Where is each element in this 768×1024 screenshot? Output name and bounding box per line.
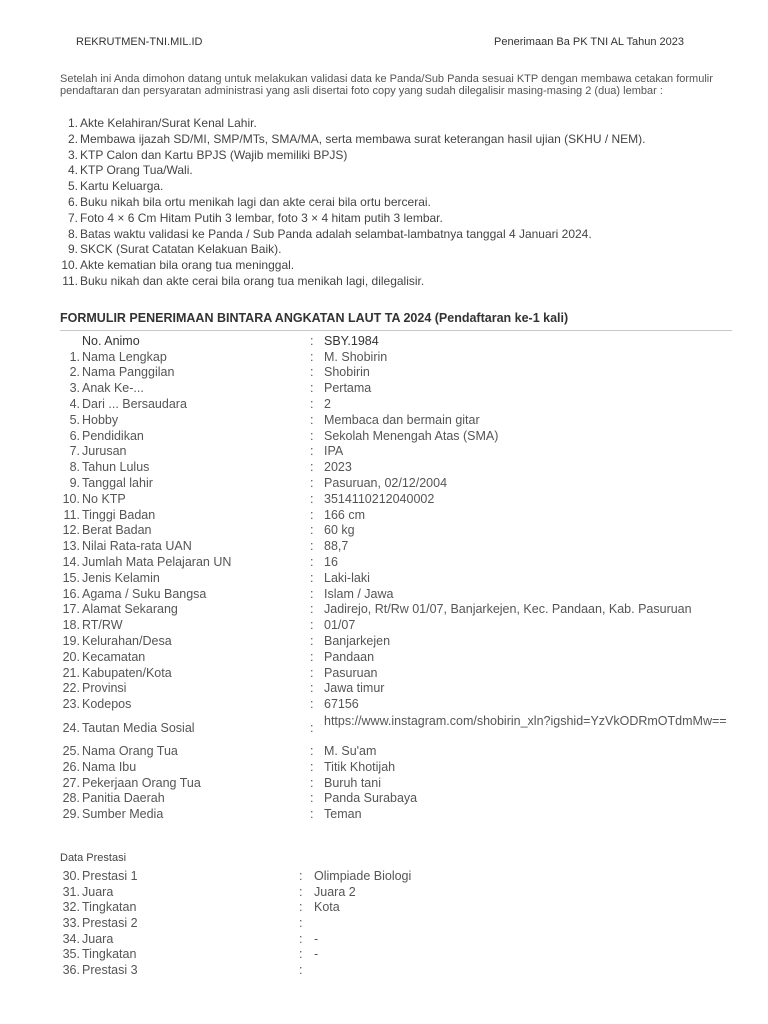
form-row-label: Tautan Media Sosial [82, 720, 195, 735]
form-fields [60, 334, 740, 823]
form-row [60, 444, 740, 460]
list-item [60, 195, 740, 211]
form-row-value: Banjarkejen [324, 633, 391, 648]
form-row-number: 28. [62, 791, 80, 806]
form-row-number: 5. [69, 412, 80, 427]
field-colon: : [310, 349, 314, 364]
form-row-number: 29. [62, 807, 80, 822]
form-row-value: M. Shobirin [324, 349, 388, 364]
prestasi-row-number: 33. [62, 916, 80, 931]
form-row-label: Nama Ibu [82, 759, 137, 774]
field-colon: : [310, 633, 314, 648]
list-item-text: Akte kematian bila orang tua meninggal. [80, 258, 295, 273]
form-row-value: 60 kg [324, 523, 355, 538]
prestasi-row-number: 31. [62, 884, 80, 899]
form-row-label: Jurusan [82, 444, 127, 459]
form-row-number: 15. [62, 570, 80, 585]
form-row-label: Agama / Suku Bangsa [82, 586, 207, 601]
prestasi-row-label: Prestasi 2 [82, 916, 138, 931]
field-colon: : [299, 947, 303, 962]
form-row-value: Jawa timur [324, 681, 385, 696]
form-row-label: Tahun Lulus [82, 460, 150, 475]
form-row-value: Islam / Jawa [324, 586, 394, 601]
form-row [60, 492, 740, 508]
form-row-number: 19. [62, 633, 80, 648]
form-row-number: 4. [69, 396, 80, 411]
form-row-label: Sumber Media [82, 807, 164, 822]
animo-row [60, 334, 740, 350]
field-colon: : [310, 743, 314, 758]
form-row-label: Anak Ke-... [82, 381, 144, 396]
form-row-label: Kodepos [82, 697, 132, 712]
prestasi-row [60, 963, 740, 979]
form-row-number: 6. [69, 428, 80, 443]
field-colon: : [310, 475, 314, 490]
list-item-number: 10. [61, 258, 78, 273]
field-colon: : [299, 869, 303, 883]
form-row [60, 666, 740, 682]
list-item-number: 11. [62, 273, 78, 288]
list-item [60, 242, 740, 258]
field-colon: : [310, 460, 314, 475]
prestasi-row-label: Tingkatan [82, 947, 137, 962]
form-row [60, 365, 740, 381]
form-row [60, 571, 740, 587]
form-row [60, 539, 740, 555]
field-colon: : [310, 554, 314, 569]
form-row-value: Buruh tani [324, 775, 381, 790]
form-row-label: No KTP [82, 491, 126, 506]
form-row-value: Pasuruan [324, 665, 378, 680]
form-row [60, 350, 740, 366]
field-colon: : [299, 916, 303, 931]
prestasi-row-value: - [314, 931, 319, 946]
form-row-number: 1. [69, 349, 80, 364]
document-heading: Penerimaan Ba PK TNI AL Tahun 2023 [494, 36, 684, 48]
requirements-list [60, 116, 740, 290]
form-row [60, 744, 740, 760]
form-row-value: Teman [324, 807, 362, 822]
form-row-value: 88,7 [324, 539, 349, 554]
form-row-number: 10. [62, 491, 80, 506]
prestasi-row-value: Juara 2 [314, 884, 356, 899]
field-colon: : [299, 963, 303, 978]
form-row-label: Jumlah Mata Pelajaran UN [82, 554, 232, 569]
form-row-number: 17. [62, 602, 80, 617]
list-item [60, 211, 740, 227]
form-row-number: 27. [62, 775, 80, 790]
form-row [60, 791, 740, 807]
form-row-value: 2 [324, 396, 331, 411]
form-row-value: Membaca dan bermain gitar [324, 412, 480, 427]
form-row [60, 555, 740, 571]
list-item-number: 6. [67, 194, 78, 209]
list-item [60, 274, 740, 290]
prestasi-row-label: Juara [82, 931, 114, 946]
form-row-value: Sekolah Menengah Atas (SMA) [324, 428, 499, 443]
form-row-value: Pasuruan, 02/12/2004 [324, 475, 448, 490]
form-row [60, 587, 740, 603]
form-row-number: 24. [62, 720, 80, 735]
field-colon: : [310, 523, 314, 538]
form-row-number: 23. [62, 697, 80, 712]
form-row [60, 381, 740, 397]
form-row-value: 16 [324, 554, 338, 569]
form-row-label: Nama Lengkap [82, 349, 167, 364]
field-colon: : [299, 931, 303, 946]
field-colon: : [310, 570, 314, 585]
form-row-number: 7. [69, 444, 80, 459]
field-colon: : [310, 491, 314, 506]
form-row-number: 8. [69, 460, 80, 475]
form-row [60, 413, 740, 429]
prestasi-fields [60, 869, 740, 979]
form-row [60, 697, 740, 713]
form-row-number: 14. [62, 554, 80, 569]
intro-paragraph: Setelah ini Anda dimohon datang untuk melakukan validasi data ke Panda/Sub Panda sesuai KTP dengan membawa cetakan formulir pendaftaran dan persyaratan administrasi yang asli disertai foto copy yang sudah dilegalisir masing-masing 2 (dua) lembar : [60, 73, 713, 97]
prestasi-row-number: 34. [62, 931, 80, 946]
prestasi-row-number: 35. [62, 947, 80, 962]
form-row [60, 476, 740, 492]
form-row-label: Pendidikan [82, 428, 144, 443]
form-row [60, 650, 740, 666]
list-item-text: Buku nikah dan akte cerai bila orang tua menikah lagi, dilegalisir. [80, 273, 425, 288]
list-item-text: Batas waktu validasi ke Panda / Sub Panda adalah selambat-lambatnya tanggal 4 Januari 2024. [80, 226, 592, 241]
form-row-value: M. Su'am [324, 743, 377, 758]
field-colon: : [310, 681, 314, 696]
list-item-text: Kartu Keluarga. [80, 179, 164, 194]
field-colon: : [299, 884, 303, 899]
form-row-label: Berat Badan [82, 523, 152, 538]
form-row-number: 9. [69, 475, 80, 490]
field-colon: : [310, 775, 314, 790]
prestasi-row-label: Prestasi 1 [82, 869, 138, 883]
prestasi-row [60, 885, 740, 901]
field-colon: : [310, 720, 314, 735]
form-row [60, 681, 740, 697]
list-item-text: SKCK (Surat Catatan Kelakuan Baik). [80, 242, 282, 257]
form-row-label: Nama Panggilan [82, 365, 175, 380]
form-divider [60, 330, 732, 331]
form-row [60, 523, 740, 539]
form-row [60, 618, 740, 634]
form-row-label: Tinggi Badan [82, 507, 156, 522]
field-colon: : [310, 507, 314, 522]
list-item-number: 3. [67, 147, 78, 162]
form-row-label: Kabupaten/Kota [82, 665, 172, 680]
form-row-number: 2. [69, 365, 80, 380]
form-row-value: Titik Khotijah [324, 759, 396, 774]
field-colon: : [310, 697, 314, 712]
form-row-number: 16. [62, 586, 80, 601]
form-row-label: Kecamatan [82, 649, 146, 664]
list-item-text: Buku nikah bila ortu menikah lagi dan akte cerai bila ortu bercerai. [80, 194, 431, 209]
list-item [60, 148, 740, 164]
field-colon: : [310, 428, 314, 443]
form-row-value: Laki-laki [324, 570, 370, 585]
form-row-value: 2023 [324, 460, 352, 475]
prestasi-row-label: Tingkatan [82, 900, 137, 915]
prestasi-row [60, 932, 740, 948]
field-colon: : [310, 759, 314, 774]
form-row-label: Panitia Daerah [82, 791, 165, 806]
form-row-number: 21. [62, 665, 80, 680]
form-row [60, 602, 740, 618]
list-item-text: Foto 4 × 6 Cm Hitam Putih 3 lembar, foto 3 × 4 hitam putih 3 lembar. [80, 210, 443, 225]
form-row-label: Hobby [82, 412, 119, 427]
form-row [60, 460, 740, 476]
form-row-number: 20. [62, 649, 80, 664]
prestasi-row-value: Olimpiade Biologi [314, 869, 412, 883]
form-row-value: Pertama [324, 381, 372, 396]
list-item-number: 8. [67, 226, 78, 241]
list-item-text: KTP Calon dan Kartu BPJS (Wajib memiliki BPJS) [80, 147, 348, 162]
list-item-text: KTP Orang Tua/Wali. [80, 163, 193, 178]
field-colon: : [310, 539, 314, 554]
field-colon: : [310, 602, 314, 617]
field-colon: : [310, 412, 314, 427]
prestasi-row-label: Prestasi 3 [82, 963, 138, 978]
field-colon: : [310, 444, 314, 459]
form-row-label: Kelurahan/Desa [82, 633, 172, 648]
form-row [60, 713, 740, 744]
list-item-number: 4. [67, 163, 78, 178]
prestasi-row [60, 947, 740, 963]
list-item [60, 227, 740, 243]
site-name: REKRUTMEN-TNI.MIL.ID [76, 36, 203, 48]
list-item-number: 2. [67, 131, 78, 146]
form-row-number: 22. [62, 681, 80, 696]
prestasi-title: Data Prestasi [60, 852, 127, 864]
form-row-number: 3. [69, 381, 80, 396]
field-colon: : [299, 900, 303, 915]
form-row [60, 429, 740, 445]
prestasi-row-value: Kota [314, 900, 340, 915]
prestasi-row-value: - [314, 947, 319, 962]
form-row-value: 67156 [324, 697, 359, 712]
form-row [60, 760, 740, 776]
form-row-label: Jenis Kelamin [82, 570, 160, 585]
form-row-label: Dari ... Bersaudara [82, 396, 187, 411]
field-colon: : [310, 665, 314, 680]
form-row-value: IPA [324, 444, 344, 459]
form-row [60, 397, 740, 413]
list-item-number: 7. [67, 210, 78, 225]
form-row-label: Nama Orang Tua [82, 743, 178, 758]
form-row-label: Pekerjaan Orang Tua [82, 775, 201, 790]
form-row-value: 01/07 [324, 618, 356, 633]
prestasi-row-number: 36. [62, 963, 80, 978]
list-item-number: 9. [67, 242, 78, 257]
form-row-label: Tanggal lahir [82, 475, 153, 490]
field-colon: : [310, 791, 314, 806]
form-row-number: 13. [62, 539, 80, 554]
form-row-label: Provinsi [82, 681, 127, 696]
form-row [60, 776, 740, 792]
list-item-text: Membawa ijazah SD/MI, SMP/MTs, SMA/MA, serta membawa surat keterangan hasil ujian (SKHU / NEM). [80, 131, 646, 146]
list-item [60, 179, 740, 195]
form-row-value: Pandaan [324, 649, 375, 664]
prestasi-row [60, 869, 740, 885]
list-item-text: Akte Kelahiran/Surat Kenal Lahir. [80, 116, 257, 130]
prestasi-row-label: Juara [82, 884, 114, 899]
form-row-number: 11. [63, 507, 80, 522]
animo-value: SBY.1984 [324, 334, 379, 348]
form-row-value: Panda Surabaya [324, 791, 418, 806]
prestasi-row [60, 900, 740, 916]
prestasi-row [60, 916, 740, 932]
form-row [60, 807, 740, 823]
list-item-number: 5. [67, 179, 78, 194]
form-row-value: 166 cm [324, 507, 365, 522]
field-colon: : [310, 396, 314, 411]
form-row-number: 26. [62, 759, 80, 774]
list-item [60, 258, 740, 274]
form-row-value: https://www.instagram.com/shobirin_xln?igshid=YzVkODRmOTdmMw== [324, 713, 727, 728]
form-row-number: 18. [62, 618, 80, 633]
field-colon: : [310, 618, 314, 633]
prestasi-row-number: 32. [62, 900, 80, 915]
form-row-label: Nilai Rata-rata UAN [82, 539, 192, 554]
list-item [60, 132, 740, 148]
form-row [60, 634, 740, 650]
prestasi-row-number: 30. [62, 869, 80, 883]
field-colon: : [310, 807, 314, 822]
list-item [60, 116, 740, 132]
form-row-value: Jadirejo, Rt/Rw 01/07, Banjarkejen, Kec. Pandaan, Kab. Pasuruan [324, 602, 692, 617]
list-item-number: 1. [67, 116, 78, 130]
field-colon: : [310, 334, 314, 348]
form-row-number: 25. [62, 743, 80, 758]
form-row-value: 3514110212040002 [324, 491, 435, 506]
field-colon: : [310, 381, 314, 396]
form-row-label: RT/RW [82, 618, 123, 633]
form-row [60, 508, 740, 524]
list-item [60, 163, 740, 179]
field-colon: : [310, 649, 314, 664]
animo-label: No. Animo [82, 334, 140, 348]
form-row-label: Alamat Sekarang [82, 602, 178, 617]
form-title: FORMULIR PENERIMAAN BINTARA ANGKATAN LAUT TA 2024 (Pendaftaran ke-1 kali) [60, 311, 569, 325]
form-row-value: Shobirin [324, 365, 370, 380]
field-colon: : [310, 365, 314, 380]
field-colon: : [310, 586, 314, 601]
form-row-number: 12. [62, 523, 80, 538]
